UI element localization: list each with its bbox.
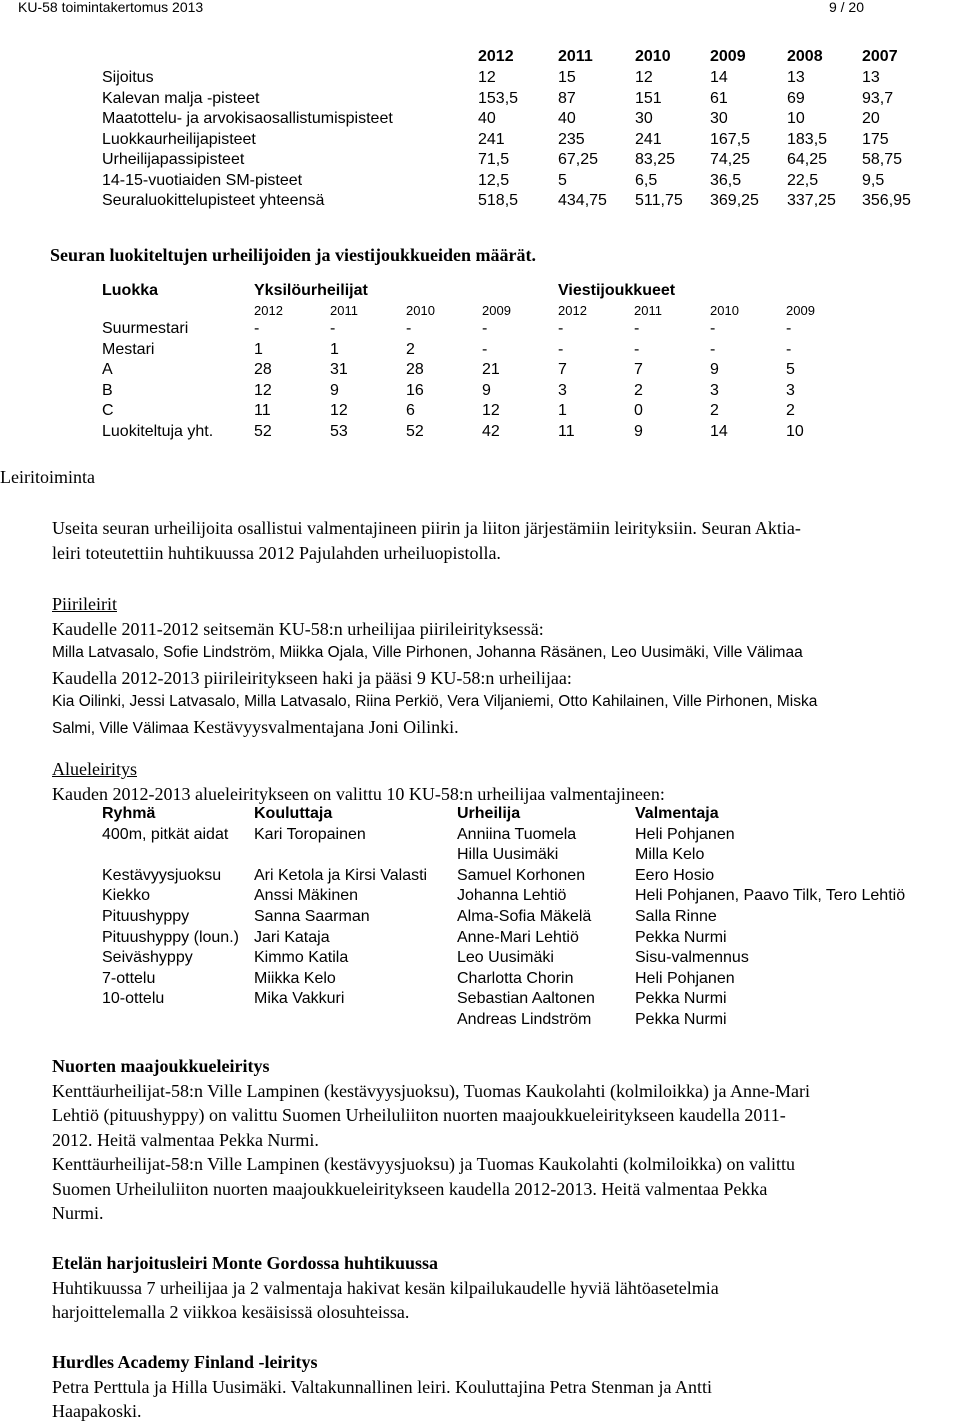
class-count: -	[710, 340, 716, 358]
nuorten-section	[52, 1054, 957, 1226]
year-header: 2012	[478, 48, 514, 65]
cell-value: 369,25	[710, 192, 759, 209]
class-label: C	[102, 402, 114, 420]
cell-value: 14	[710, 69, 728, 86]
cell-value: 58,75	[862, 151, 903, 168]
cell-value: 356,95	[862, 192, 911, 209]
class-count: 10	[786, 423, 804, 440]
text-line: Nurmi.	[52, 1203, 104, 1223]
text-line: Kenttäurheilijat-58:n Ville Lampinen (kestävyysjuoksu) ja Tuomas Kaukolahti (kolmiloikka) on valittu	[52, 1154, 795, 1174]
cell-value: 30	[710, 110, 728, 127]
sub-year: 2010	[406, 303, 435, 318]
etela-section	[52, 1251, 957, 1325]
class-count: 1	[330, 340, 339, 358]
cell-value: 241	[635, 130, 662, 148]
cell-value: 153,5	[478, 89, 519, 107]
section-label: Leiritoiminta	[0, 467, 95, 487]
group-cell: Seiväshyppy	[102, 949, 193, 967]
class-count: 12	[254, 381, 272, 399]
text-line: harjoittelemalla 2 viikkoa kesäisissä olosuhteissa.	[52, 1302, 410, 1322]
group-cell: Kestävyysjuoksu	[102, 866, 222, 884]
cell-value: 93,7	[862, 89, 894, 107]
text-line: Kaudelle 2011-2012 seitsemän KU-58:n urheilijaa piirileirityksessä:	[52, 618, 544, 639]
class-count: 16	[406, 381, 424, 399]
sub-year: 2012	[558, 303, 587, 318]
cell-value: 10	[787, 110, 805, 127]
year-header: 2011	[558, 48, 593, 65]
class-count: 11	[558, 423, 575, 440]
class-count: -	[558, 320, 564, 337]
cell-value: 241	[478, 130, 505, 148]
athlete-cell: Leo Uusimäki	[457, 949, 554, 967]
athlete-cell: Hilla Uusimäki	[457, 846, 559, 864]
class-count: -	[482, 340, 488, 358]
cell-value: 20	[862, 110, 880, 127]
sub-year: 2010	[710, 303, 739, 318]
class-count: 3	[786, 381, 795, 399]
class-count: 21	[482, 361, 500, 379]
class-count: 12	[330, 402, 348, 420]
col-relays: Viestijoukkueet	[558, 282, 676, 299]
class-count: 2	[786, 402, 795, 420]
class-count: 3	[710, 381, 719, 399]
class-label: B	[102, 381, 113, 399]
year-header: 2010	[635, 48, 671, 65]
class-count: 1	[254, 340, 263, 358]
cell-value: 518,5	[478, 192, 519, 209]
page-number: 9 / 20	[828, 0, 864, 15]
classification-heading: Seuran luokiteltujen urheilijoiden ja viestijoukkueiden määrät.	[50, 245, 537, 265]
class-count: 12	[482, 402, 500, 420]
coach-cell: Pekka Nurmi	[635, 1011, 727, 1028]
class-count: -	[482, 320, 488, 337]
year-header: 2007	[862, 48, 898, 65]
class-count: 2	[710, 402, 719, 420]
row-label: Sijoitus	[102, 69, 154, 86]
trainer-cell: Miikka Kelo	[254, 969, 336, 987]
trainer-cell: Kari Toropainen	[254, 825, 366, 843]
trainer-cell: Kimmo Katila	[254, 949, 349, 967]
class-count: -	[786, 340, 792, 358]
col-luokka: Luokka	[102, 282, 159, 299]
hurdles-section	[52, 1350, 957, 1424]
coach-cell: Sisu-valmennus	[635, 949, 749, 967]
athlete-cell: Samuel Korhonen	[457, 866, 586, 884]
cell-value: 67,25	[558, 151, 599, 168]
cell-value: 175	[862, 130, 889, 148]
cell-value: 74,25	[710, 151, 751, 168]
sub-year: 2009	[482, 303, 511, 318]
group-cell: Pituushyppy (loun.)	[102, 928, 239, 946]
athlete-cell: Johanna Lehtiö	[457, 887, 567, 905]
class-count: 6	[406, 402, 415, 420]
section-title: Piirileirit	[52, 594, 117, 614]
class-count: -	[254, 320, 260, 337]
trainer-cell: Mika Vakkuri	[254, 990, 345, 1008]
text-line: Petra Perttula ja Hilla Uusimäki. Valtakunnallinen leiri. Kouluttajina Petra Stenman ja Antti	[52, 1376, 713, 1397]
athlete-cell: Anne-Mari Lehtiö	[457, 928, 579, 946]
class-count: 42	[482, 423, 500, 440]
alueleiritys-section	[52, 757, 957, 806]
coach-text: Kestävyysvalmentajana Joni Oilinki.	[188, 716, 459, 737]
class-count: 1	[558, 402, 567, 420]
section-title: Nuorten maajoukkueleiritys	[52, 1056, 270, 1076]
coach-cell: Eero Hosio	[635, 866, 715, 884]
cell-value: 64,25	[787, 151, 828, 168]
names-line: Milla Latvasalo, Sofie Lindström, Miikka Ojala, Ville Pirhonen, Johanna Räsänen, Leo Uusimäki, Ville Välimaa	[52, 644, 803, 661]
sub-year: 2012	[254, 303, 283, 318]
cell-value: 6,5	[635, 171, 658, 189]
cell-value: 151	[635, 89, 662, 107]
class-count: 7	[634, 361, 643, 379]
class-count: 3	[558, 381, 567, 399]
class-count: -	[710, 320, 716, 337]
class-count: -	[330, 320, 336, 337]
trainer-cell: Sanna Saarman	[254, 908, 370, 925]
class-count: 0	[634, 402, 643, 420]
col-header: Kouluttaja	[254, 805, 333, 822]
class-count: 9	[482, 381, 491, 399]
class-count: 52	[254, 423, 272, 440]
text-line: Useita seuran urheilijoita osallistui valmentajineen piirin ja liiton järjestämiin leirityksiin. Seuran Aktia-	[52, 518, 801, 538]
athlete-cell: Anniina Tuomela	[457, 825, 577, 843]
page-header-title: KU-58 toimintakertomus 2013	[18, 0, 204, 15]
athlete-cell: Charlotta Chorin	[457, 969, 574, 987]
class-count: -	[634, 320, 640, 337]
section-title: Etelän harjoitusleiri Monte Gordossa huhtikuussa	[52, 1253, 439, 1273]
class-count: -	[786, 320, 792, 337]
names-line: Kia Oilinki, Jessi Latvasalo, Milla Latvasalo, Riina Perkiö, Vera Viljaniemi, Otto Kahilainen, Ville Pirhonen, Miska	[52, 693, 818, 710]
year-header: 2008	[787, 48, 823, 65]
class-count: -	[406, 320, 412, 337]
text-line: 2012. Heitä valmentaa Pekka Nurmi.	[52, 1129, 319, 1150]
cell-value: 167,5	[710, 130, 751, 148]
class-count: 9	[710, 361, 719, 379]
sub-year: 2011	[330, 303, 358, 318]
class-count: 9	[330, 381, 339, 399]
text-line: leiri toteutettiin huhtikuussa 2012 Pajulahden urheiluopistolla.	[52, 542, 501, 563]
row-label: 14-15-vuotiaiden SM-pisteet	[102, 171, 303, 189]
class-label: A	[102, 361, 113, 379]
text-line: Lehtiö (pituushyppy) on valittu Suomen Urheiluliiton nuorten maajoukkueleiritykseen kaudella 2011-	[52, 1105, 786, 1125]
row-label: Urheilijapassipisteet	[102, 151, 245, 168]
class-count: 9	[634, 423, 643, 440]
text-line: Kauden 2012-2013 alueleiritykseen on valittu 10 KU-58:n urheilijaa valmentajineen:	[52, 783, 665, 804]
athlete-cell: Andreas Lindström	[457, 1011, 592, 1028]
coach-cell: Heli Pohjanen	[635, 825, 735, 843]
row-label: Maatottelu- ja arvokisaosallistumispisteet	[102, 110, 393, 127]
class-count: 28	[406, 361, 424, 379]
text-line: Haapakoski.	[52, 1401, 142, 1421]
athlete-cell: Sebastian Aaltonen	[457, 990, 595, 1008]
class-label: Mestari	[102, 340, 155, 358]
section-title: Hurdles Academy Finland -leiritys	[52, 1352, 318, 1372]
class-count: 52	[406, 423, 424, 440]
sub-year: 2009	[786, 303, 815, 318]
cell-value: 30	[635, 110, 653, 127]
cell-value: 83,25	[635, 151, 676, 168]
text-line: Kenttäurheilijat-58:n Ville Lampinen (kestävyysjuoksu), Tuomas Kaukolahti (kolmiloikka) ja Anne-Mari	[52, 1080, 810, 1101]
class-count: 28	[254, 361, 272, 379]
col-header: Urheilija	[457, 805, 521, 822]
class-count: 5	[786, 361, 795, 379]
cell-value: 9,5	[862, 171, 885, 189]
class-count: 2	[634, 381, 643, 399]
class-count: 14	[710, 423, 728, 440]
cell-value: 61	[710, 89, 728, 107]
sub-year: 2011	[634, 303, 662, 318]
group-cell: 10-ottelu	[102, 990, 165, 1008]
camps-intro	[52, 516, 957, 565]
cell-value: 235	[558, 130, 585, 148]
text-line: Kaudella 2012-2013 piirileiritykseen haki ja pääsi 9 KU-58:n urheilijaa:	[52, 667, 572, 688]
coach-cell: Pekka Nurmi	[635, 928, 727, 946]
cell-value: 13	[787, 69, 805, 86]
text-line: Huhtikuussa 7 urheilijaa ja 2 valmentaja hakivat kesän kilpailukaudelle hyviä lähtöasetelmia	[52, 1277, 719, 1298]
athlete-cell: Alma-Sofia Mäkelä	[457, 908, 592, 925]
cell-value: 5	[558, 171, 567, 189]
cell-value: 12	[478, 69, 496, 86]
class-count: 2	[406, 340, 415, 358]
class-count: 31	[330, 361, 348, 379]
year-header: 2009	[710, 48, 746, 65]
class-label: Luokiteltuja yht.	[102, 423, 214, 440]
class-count: 11	[254, 402, 271, 420]
row-label: Kalevan malja -pisteet	[102, 89, 260, 107]
trainer-cell: Ari Ketola ja Kirsi Valasti	[254, 866, 428, 884]
class-count: 7	[558, 361, 567, 379]
cell-value: 183,5	[787, 130, 828, 148]
class-count: -	[558, 340, 564, 358]
piirileirit-section	[52, 592, 957, 741]
cell-value: 15	[558, 69, 576, 86]
group-cell: Pituushyppy	[102, 908, 190, 925]
group-cell: 7-ottelu	[102, 969, 156, 987]
coach-cell: Milla Kelo	[635, 846, 705, 864]
class-count: 53	[330, 423, 348, 440]
group-cell: 400m, pitkät aidat	[102, 825, 229, 843]
cell-value: 12,5	[478, 171, 510, 189]
class-label: Suurmestari	[102, 320, 189, 337]
coach-cell: Salla Rinne	[635, 908, 717, 925]
cell-value: 36,5	[710, 171, 742, 189]
trainer-cell: Jari Kataja	[254, 928, 330, 946]
col-header: Ryhmä	[102, 805, 156, 822]
col-header: Valmentaja	[635, 805, 719, 822]
cell-value: 337,25	[787, 192, 836, 209]
text-line: Suomen Urheiluliiton nuorten maajoukkueleiritykseen kaudella 2012-2013. Heitä valmentaa Pekka	[52, 1178, 768, 1199]
cell-value: 12	[635, 69, 653, 86]
coach-cell: Heli Pohjanen	[635, 969, 735, 987]
cell-value: 69	[787, 89, 805, 107]
section-title: Alueleiritys	[52, 759, 137, 779]
cell-value: 22,5	[787, 171, 819, 189]
coach-cell: Pekka Nurmi	[635, 990, 727, 1008]
names-line: Salmi, Ville Välimaa	[52, 719, 189, 737]
class-count: -	[634, 340, 640, 358]
trainer-cell: Anssi Mäkinen	[254, 887, 359, 905]
coach-cell: Heli Pohjanen, Paavo Tilk, Tero Lehtiö	[635, 887, 906, 905]
row-label: Luokkaurheilijapisteet	[102, 130, 256, 148]
cell-value: 40	[558, 110, 576, 127]
cell-value: 71,5	[478, 151, 510, 168]
cell-value: 13	[862, 69, 880, 86]
cell-value: 87	[558, 89, 576, 107]
row-label: Seuraluokittelupisteet yhteensä	[102, 192, 325, 209]
cell-value: 40	[478, 110, 496, 127]
group-cell: Kiekko	[102, 887, 151, 905]
cell-value: 434,75	[558, 192, 607, 209]
col-individuals: Yksilöurheilijat	[254, 282, 368, 299]
cell-value: 511,75	[635, 192, 683, 209]
